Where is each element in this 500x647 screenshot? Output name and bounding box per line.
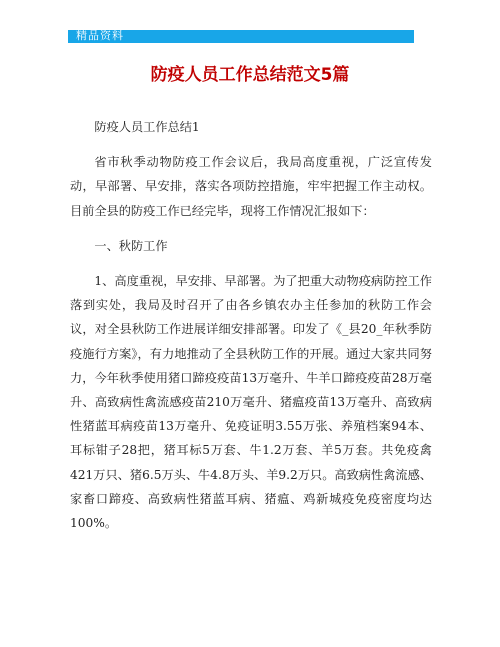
document-body <box>70 115 432 546</box>
header-bar <box>68 30 414 43</box>
header-bar-label: 精品资料 <box>76 29 124 42</box>
section-heading: 一、秋防工作 <box>94 238 168 253</box>
document-title: 防疫人员工作总结范文5篇 <box>150 65 350 85</box>
body-paragraph: 1、高度重视，早安排、早部署。为了把重大动物疫病防控工作落到实处，我局及时召开了由各乡镇农办主任参加的秋防工作会议，对全县秋防工作进展详细安排部署。印发了《_县20_年秋季防疫施行方案》，有力地推动了全县秋防工作的开展。通过大家共同努力，今年秋季使用猪口蹄疫疫苗13万毫升、牛羊口蹄疫疫苗28万毫升、高致病性禽流感疫苗210万毫升、猪瘟疫苗13万毫升、高致病性猪蓝耳病疫苗13万毫升、免疫证明3.55万张、养殖档案94本、耳标钳子28把，猪耳标5万套、牛1.2万套、羊5万套。共免疫禽421万只、猪6.5万头、牛4.8万头、羊9.2万只。高致病性禽流感、家畜口蹄疫、高致病性猪蓝耳病、猪瘟、鸡新城疫免疫密度均达100%。 <box>70 274 432 531</box>
section-heading: 防疫人员工作总结1 <box>94 120 200 134</box>
body-paragraph: 省市秋季动物防疫工作会议后，我局高度重视，广泛宣传发动，早部署、早安排，落实各项防控措施，牢牢把握工作主动权。目前全县的防疫工作已经完毕，现将工作情况汇报如下： <box>70 155 432 218</box>
